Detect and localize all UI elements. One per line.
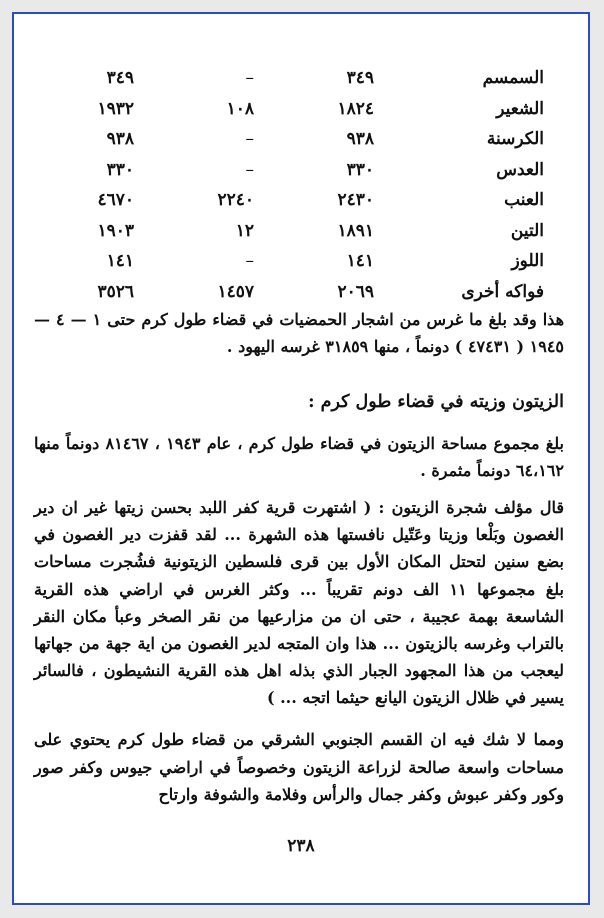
- crop-mid: ١٢: [235, 220, 254, 241]
- quote-paragraph: قال مؤلف شجرة الزيتون : ( اشتهرت قرية كفر اللبد بحسن زيتها غير ان دير الغصون وبَلْعا وزيتا وعَتّيل نافستها هذه الشهرة ... لقد قفزت دير الغصون في بضع سنين لتحتل المكان الأول بين قرى فلسطين الزيتونية فشُجرت مساحات بلغ مجموعها ١١ الف دونم تقريباً ... وكثر الغرس في اراضي هذه القرية الشاسعة بهمة عجيبة ، حتى ان من مزارعيها من نقر الصخر وعبأ مكان النقر بالتراب وغرسه بالزيتون ... هذا وان المتجه لدير الغصون من اية جهة من جهاتها ليعجب من هذا المجهود الجبار الذي بذله اهل هذه القرية النشيطون ، فالسائر يسير في ظلال الزيتون اليانع حيثما اتجه ... ): [34, 498, 564, 708]
- crop-sum: ٩٣٨: [106, 129, 134, 149]
- crop-total: ١٤١: [346, 251, 374, 271]
- southeast-paragraph: ومما لا شك فيه ان القسم الجنوبي الشرقي من قضاء طول كرم يحتوي على مساحات واسعة صالحة لزراعة الزيتون وخصوصاً في اراضي جيوس وكفر صور وكور وكفر عبوش وكفر جمال والرأس وفلامة والشوفة وارتاح: [34, 730, 564, 804]
- crop-name: العدس: [496, 159, 544, 180]
- document-page: [12, 12, 590, 905]
- table-row: [74, 217, 544, 248]
- table-row: [74, 64, 544, 95]
- crop-mid: –: [245, 159, 254, 180]
- crop-mid: ٢٢٤٠: [217, 190, 254, 210]
- crop-mid: –: [245, 68, 254, 88]
- crop-total: ٢٠٦٩: [337, 281, 374, 302]
- crop-total: ٩٣٨: [346, 129, 374, 149]
- crop-mid: ١٠٨: [226, 98, 254, 119]
- crop-mid: –: [245, 129, 254, 149]
- crop-sum: ٤٦٧٠: [97, 190, 134, 210]
- crop-total: ٣٤٩: [346, 68, 374, 88]
- crop-sum: ٣٣٠: [106, 159, 134, 180]
- olive-area-paragraph: بلغ مجموع مساحة الزيتون في قضاء طول كرم ، عام ١٩٤٣ ، ٨١٤٦٧ دونماً منها ٦٤،١٦٢ دونماً مثمرة .: [34, 434, 564, 480]
- crop-sum: ٣٤٩: [106, 68, 134, 88]
- crop-total: ٣٣٠: [346, 159, 374, 180]
- section-heading: الزيتون وزيته في قضاء طول كرم :: [308, 392, 564, 412]
- crop-total: ٢٤٣٠: [337, 190, 374, 210]
- crop-name: فواكه أخرى: [461, 281, 544, 302]
- crop-mid: ١٤٥٧: [217, 281, 254, 302]
- table-row: [74, 186, 544, 217]
- crop-sum: ١٤١: [106, 251, 134, 271]
- table-row: [74, 278, 544, 309]
- page-number: ٢٣٨: [287, 836, 315, 856]
- table-row: [74, 125, 544, 156]
- crop-mid: –: [245, 251, 254, 271]
- crop-table: [74, 64, 544, 308]
- crop-name: العنب: [504, 190, 544, 210]
- crop-name: الشعير: [496, 98, 544, 119]
- crop-name: السمسم: [482, 68, 544, 88]
- table-row: [74, 95, 544, 126]
- crop-name: اللوز: [511, 251, 544, 271]
- crop-name: التين: [510, 220, 544, 241]
- table-row: [74, 156, 544, 187]
- crop-total: ١٨٩١: [337, 220, 374, 241]
- crop-sum: ١٩٣٢: [97, 98, 134, 119]
- crop-name: الكرسنة: [486, 129, 544, 149]
- table-row: [74, 247, 544, 278]
- crop-total: ١٨٢٤: [337, 98, 374, 119]
- crop-sum: ٣٥٢٦: [97, 281, 134, 302]
- citrus-paragraph: هذا وقد بلغ ما غرس من اشجار الحمضيات في قضاء طول كرم حتى ١ — ٤ — ١٩٤٥ ( ٤٧٤٣١ ) دونماً ، منها ٣١٨٥٩ غرسه اليهود .: [34, 310, 565, 356]
- crop-sum: ١٩٠٣: [97, 220, 134, 241]
